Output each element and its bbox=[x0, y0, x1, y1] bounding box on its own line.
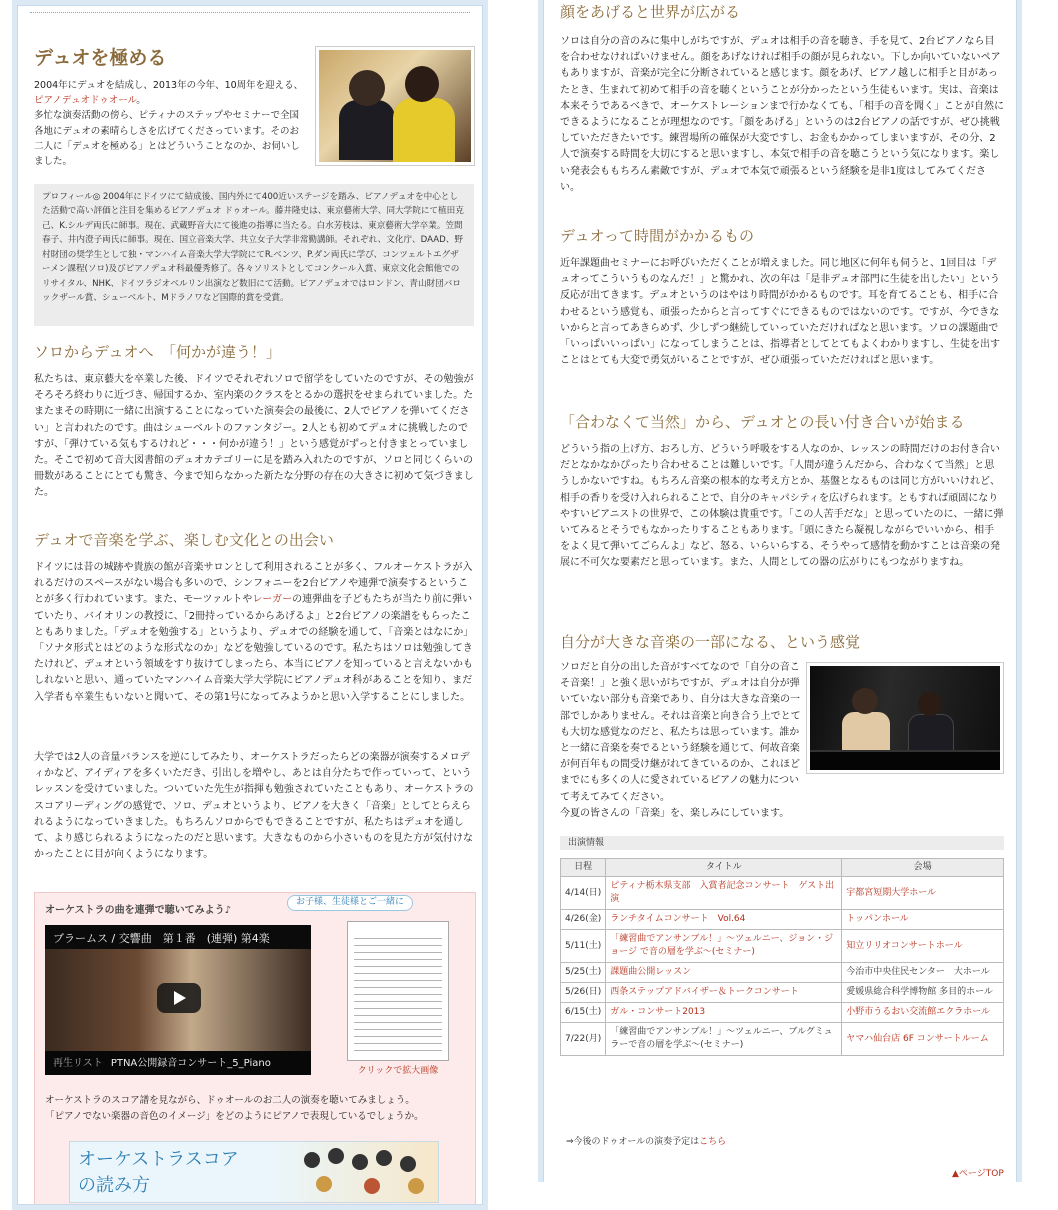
row-venue-link[interactable]: ヤマハ仙台店 6F コンサートルーム bbox=[842, 1023, 1004, 1056]
video-player[interactable] bbox=[45, 925, 311, 1075]
orchestra-text-2: 「ピアノでない楽器の音色のイメージ」をどのようにピアノで表現しているでしょうか。 bbox=[45, 1110, 424, 1122]
row-title-link[interactable]: 西条ステップアドバイザー＆トークコンサート bbox=[606, 983, 842, 1003]
section-title-solo-to-duo: ソロからデュオへ 「何かが違う！」 bbox=[34, 343, 282, 361]
row-date: 5/26(日) bbox=[561, 983, 606, 1003]
duo-name-link[interactable]: ピアノデュオドゥオール bbox=[34, 95, 137, 107]
duo-photo bbox=[315, 46, 475, 166]
reger-link[interactable]: レーガー bbox=[252, 594, 293, 606]
row-date: 5/11(土) bbox=[561, 930, 606, 963]
row-date: 4/14(日) bbox=[561, 877, 606, 910]
table-row bbox=[561, 1003, 1004, 1023]
part-of-music-text: ソロだと自分の出した音がすべてなので「自分の音こそ音楽！」と強く思いがちですが、デュオは自分が弾いていない部分も音楽であり、自分は大きな音楽の一部でしかありません。それは音楽と向き合う上でとても大切な感覚なのだと、私たちは思っています。誰かと一緒に音楽を奏でるという経験を通じて、何故音楽が何百年もの間受け継がれてきているのか、これほどまでにも多くの人に愛されているピアノの魅力について考えてみてください。 bbox=[560, 662, 801, 803]
row-title: 「練習曲でアンサンブル！」〜ツェルニー、ブルグミュラーで音の層を学ぶ〜(セミナー) bbox=[606, 1023, 842, 1056]
kids-badge: お子様、生徒様とご一緒に bbox=[287, 895, 413, 911]
section-title-part-of-music: 自分が大きな音楽の一部になる、という感覚 bbox=[560, 633, 861, 651]
left-panel bbox=[17, 5, 483, 1205]
schedule-heading: 出演情報 bbox=[560, 836, 1004, 850]
section-title-natural-mismatch: 「合わなくて当然」から、デュオとの長い付き合いが始まる bbox=[560, 413, 965, 431]
future-schedule-prefix: ⇒今後のドゥオールの演奏予定は bbox=[566, 1137, 700, 1147]
section-body-part-of-music-a bbox=[560, 660, 804, 822]
row-title-link[interactable]: ピティナ栃木県支部 入賞者記念コンサート ゲスト出演 bbox=[606, 877, 842, 910]
header-venue: 会場 bbox=[842, 859, 1004, 877]
section-body-natural-mismatch: どういう指の上げ方、おろし方、どういう呼吸をする人なのか、レッスンの時間だけのお付き合いだとなかなかぴったり合わせることは難しいです。「人間が違うんだから、合わなくて当然」と思うしかないですね。もちろん音楽の根本的な考え方とか、基盤となるものは同じ方がいいけれど、相手の香りを受け入れられることで、自分のキャパシティを広げられます。ともすれば頑固になりやすいピアニストの世界で、この体験は貴重です。「この人苦手だな」と思っていたのに、一緒に弾いてみるとそうでもなかったりすることもあります。「頭にきたら凝視しながらでいいから、相手をよく見て弾いてごらんよ」など、怒る、いらいらする、そうやって感情を動かすことは音楽の発展に不可欠な要素だと思っています。また、人間としての器の広がりにもつながりますね。 bbox=[560, 444, 1004, 569]
orchestra-text-1: オーケストラのスコア譜を見ながら、ドゥオールのお二人の演奏を聴いてみましょう。 bbox=[45, 1095, 415, 1106]
performance-photo bbox=[806, 662, 1004, 774]
header-title: タイトル bbox=[606, 859, 842, 877]
duo-culture-text-a: ドイツには昔の城跡や貴族の館が音楽サロンとして利用されることが多く、フルオーケストラが入れるだけのスペースがない場合も多いので、シンフォニーを2台ピアノや連弾で演奏するということが多く行われています。また、モーツァルトや bbox=[34, 562, 473, 606]
table-row bbox=[561, 983, 1004, 1003]
part-of-music-closing: 今夏の皆さんの「音楽」を、楽しみにしています。 bbox=[560, 807, 790, 819]
enlarge-score-link[interactable]: クリックで拡大画像 bbox=[357, 1066, 439, 1076]
row-date: 5/25(土) bbox=[561, 963, 606, 983]
orchestra-description bbox=[45, 1093, 465, 1124]
section-body-solo-to-duo: 私たちは、東京藝大を卒業した後、ドイツでそれぞれソロで留学をしていたのですが、その勉強がそろそろ終わりに近づき、帰国するか、室内楽のクラスをとるかの選択をせまられていました。たまたまその時期に一緒に出演することになっていた演奏会の最後に、2人でピアノを弾いてください」と言われたのです。曲はシューベルトのファンタジー。2人とも初めてデュオに挑戦したのですが、「弾けている気もするけれど・・・何かが違う！」という感覚がずっと付きまとっていました。そこで初めて音大図書館のデュオカテゴリーに足を踏み入れたのですが、ソロと同じくらいの冊数があることにとても驚き、今まで知らなかった新たな分野の存在の大きさに初めて気づきました。 bbox=[34, 374, 474, 499]
playlist-title: PTNA公開録音コンサート_5_Piano bbox=[110, 1058, 271, 1069]
profile-box: プロフィール◎ 2004年にドイツにて結成後、国内外にて400近いステージを踏み、ピアノデュオを中心とした活動で高い評価と注目を集めるピアノデュオ ドゥオール。藤井隆史は、東京藝術大学、同大学院にて植田克己、K.シルデ両氏に師事。現在、武蔵野音大にて後進の指導に当たる。白水芳枝は、東京藝術大学卒業。笠間春子、井内澄子両氏に師事。現在、国立音楽大学、共立女子大学非常勤講師。それぞれ、文化庁、DAAD、野村財団の奨学生として独・マンハイム音楽大学大学院にてR.ベンツ、P.ダン両氏に学び、コンツェルトエグザーメン課程(ソロ)及びピアノデュオ科最優秀修了。各々ソリストとしてコンクール入賞、東京文化会館他でのリサイタル、NHK、ドイツラジオベルリン出演など数旧にて活動。ピアノデュオではロンドン、青山財団バロックザール賞、シューベルト、Mドラノワなど国際的賞を受賞。 bbox=[34, 184, 474, 326]
schedule-table bbox=[560, 858, 1004, 1056]
video-playlist-bar[interactable] bbox=[45, 1051, 311, 1075]
duo-photo-image bbox=[319, 50, 471, 162]
intro-line2: 多忙な演奏活動の傍ら、ピティナのステップやセミナーで全国各地にデュオの素晴らしさを広げてくださっています。そのお二人に「デュオを極める」とはどういうことなのか、お伺いしました。 bbox=[34, 110, 300, 167]
section-title-takes-time: デュオって時間がかかるもの bbox=[560, 227, 754, 245]
table-row bbox=[561, 930, 1004, 963]
intro-line1-end: 。 bbox=[136, 95, 146, 107]
banner-line-2: の読み方 bbox=[78, 1175, 150, 1196]
table-row bbox=[561, 1023, 1004, 1056]
header-date: 日程 bbox=[561, 859, 606, 877]
intro-text bbox=[34, 78, 306, 169]
play-icon[interactable] bbox=[157, 983, 201, 1013]
row-venue: 今治市中央住民センター 大ホール bbox=[842, 963, 1004, 983]
photo-performer-man-head bbox=[918, 692, 942, 716]
row-venue-link[interactable]: 小野市うるおい交流館エクラホール bbox=[842, 1003, 1004, 1023]
row-title-link[interactable]: ランチタイムコンサート Vol.64 bbox=[606, 910, 842, 930]
photo-performer-woman-head bbox=[852, 688, 878, 714]
table-row bbox=[561, 877, 1004, 910]
photo-figure-man-body bbox=[339, 100, 395, 160]
row-title-link[interactable]: ガル・コンサート2013 bbox=[606, 1003, 842, 1023]
left-column bbox=[12, 0, 488, 1210]
future-schedule-note bbox=[566, 1136, 726, 1150]
row-date: 6/15(土) bbox=[561, 1003, 606, 1023]
score-reading-banner[interactable] bbox=[69, 1141, 439, 1203]
section-body-duo-culture-a bbox=[34, 560, 476, 706]
section-body-look-up: ソロは自分の音のみに集中しがちですが、デュオは相手の音を聴き、手を見て、2台ピアノなら目を合わせなければいけません。顔をあげなければ相手の顔が見られない。下しか向いていないペアもありますが、音楽が完全に分断されていると感じます。顔をあげ、ピアノ越しに相手と目があったとき、生まれて初めて相手の音を聴くということが分かったという生徒もいます。実は、音楽は本来そうであるべきで、オーケストレーションまで行かなくても、「相手の音を聞く」ことが自然にできるようになることが理想なのです。「顔をあげる」というのは2台ピアノの話ですが、ぜひ挑戦していただきたいです。練習場所の確保が大変ですし、お金もかかってしまいますが、その分、2人で演奏する時間を大切にすると思いますし、本気で相手の音を聴こうという気になります。楽しい発表会ももちろん素敵ですが、デュオで本気で頑張るという経験を是非1度はしてみてください。 bbox=[560, 36, 1004, 193]
row-date: 7/22(月) bbox=[561, 1023, 606, 1056]
orchestra-feature-title: オーケストラの曲を連弾で聴いてみよう♪ bbox=[45, 905, 231, 916]
section-body-takes-time: 近年課題曲セミナーにお呼びいただくことが増えました。同じ地区に何年も伺うと、1回目は「デュオってこういうものなんだ！」と驚かれ、次の年は「是非デュオ部門に生徒を出したい」という反応が出てきます。デュオというのはやはり時間がかかるものです。耳を育てることも、相手に合わせるという感覚も、頑張ったからと言ってすぐにできるものではないのです。ですが、今できないからと言ってあきらめず、少しずつ継続していっていただければなと思います。ソロの課題曲で「いっぱいいっぱい」になってしまうことは、指導者としてとてもよくわかりますし、生徒を出すことはとても大変で勇気がいることですが、ぜひ頑張っていただければと思います。 bbox=[560, 258, 1000, 367]
orchestra-feature-box bbox=[34, 892, 476, 1205]
section-title-duo-culture: デュオで音楽を学ぶ、楽しむ文化との出会い bbox=[34, 531, 334, 549]
row-date: 4/26(金) bbox=[561, 910, 606, 930]
section-body-duo-culture-c: 大学では2人の音量バランスを逆にしてみたり、オーケストラだったらどの楽器が演奏するメロディかなど、アイディアを多くいただき、引出しを増やし、あとは自分たちで作っていって、というレッスンを受けていました。ついていた先生が指揮も勉強されていたこともあり、オーケストラのスコアリーディングの感覚で、ソロ、デュオというより、ピアノを大きく「音楽」としてとらえられるようになっていきました。もちろんソロからでもできることですが、私たちはデュオを通して、より感じられるようになったのだと思います。大きなものから小さいものを見た方が気付けなかったことに目が向くようになります。 bbox=[34, 752, 474, 861]
photo-piano bbox=[810, 750, 1000, 770]
row-title-link[interactable]: 課題曲公開レッスン bbox=[606, 963, 842, 983]
photo-figure-woman-head bbox=[405, 66, 439, 102]
right-column bbox=[538, 0, 1022, 1182]
performance-photo-image bbox=[810, 666, 1000, 770]
video-title: ブラームス / 交響曲 第１番 (連弾) 第4楽 bbox=[45, 925, 311, 949]
page-top-link[interactable]: ▲ページTOP bbox=[952, 1169, 1004, 1179]
future-schedule-link[interactable]: こちら bbox=[699, 1137, 727, 1147]
table-row bbox=[561, 910, 1004, 930]
row-title-link[interactable]: 「練習曲でアンサンブル！」〜ツェルニー、ジョン・ジョージ で音の層を学ぶ〜(セミナー) bbox=[606, 930, 842, 963]
schedule-header-row bbox=[561, 859, 1004, 877]
section-title-look-up: 顔をあげると世界が広がる bbox=[560, 3, 741, 21]
score-staff-lines bbox=[354, 932, 442, 1052]
orchestra-illustration-icon bbox=[298, 1148, 434, 1198]
row-venue-link[interactable]: 宇都宮短期大学ホール bbox=[842, 877, 1004, 910]
banner-line-1: オーケストラスコア bbox=[78, 1149, 239, 1170]
table-row bbox=[561, 963, 1004, 983]
row-venue: 愛媛県総合科学博物館 多目的ホール bbox=[842, 983, 1004, 1003]
row-venue-link[interactable]: 知立リリオコンサートホール bbox=[842, 930, 1004, 963]
right-panel bbox=[543, 0, 1017, 1182]
duo-culture-text-b: の連弾曲を子どもたちが当たり前に弾いていたり、バイオリンの教授に、「2冊持っているからあげるよ」と2台ピアノの楽譜をもらったこともありました。「デュオを勉強する」というより、デュオでの経験を通して、「音楽とはなにか」「ソナタ形式とはどのような形式なのか」などを勉強しているのです。私たちはソロは勉強してきたけれど、デュオという領域をすり抜けてしまったら、本当にピアノを知っていると言えないかもしれないと思い、通っていたマンハイム音楽大学大学院にピアノデュオ科があることを知り、まだ入学者も卒業生もいないと聞いて、その第1号になってみようかと思い入学することにしました。 bbox=[34, 594, 474, 703]
top-dotted-divider bbox=[30, 12, 470, 13]
playlist-label: 再生リスト bbox=[53, 1058, 103, 1069]
row-venue-link[interactable]: トッパンホール bbox=[842, 910, 1004, 930]
intro-line1: 2004年にデュオを結成し、2013年の今年、10周年を迎える、 bbox=[34, 80, 304, 91]
score-thumbnail[interactable] bbox=[347, 921, 449, 1061]
photo-figure-man-head bbox=[349, 70, 385, 106]
photo-figure-woman-body bbox=[393, 98, 455, 162]
article-title: デュオを極める bbox=[34, 47, 167, 69]
